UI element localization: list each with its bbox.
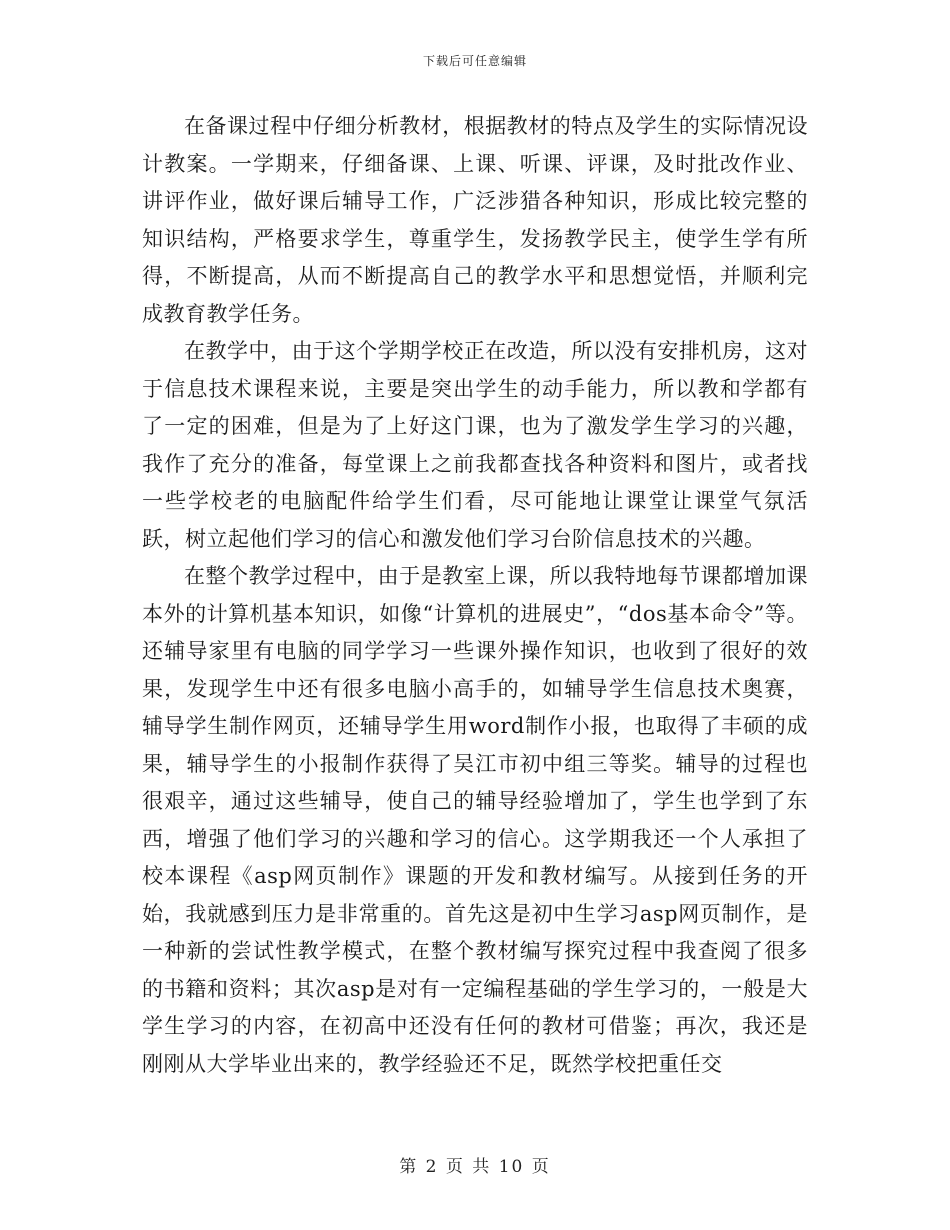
page-number-footer: 第 2 页 共 10 页 xyxy=(399,1157,551,1177)
document-body xyxy=(142,108,808,1083)
paragraph-teaching-conditions: 在教学中，由于这个学期学校正在改造，所以没有安排机房，这对于信息技术课程来说，主要是突出学生的动手能力，所以教和学都有了一定的困难，但是为了上好这门课，也为了激发学生学习的兴趣，我作了充分的准备，每堂课上之前我都查找各种资料和图片，或者找一些学校老的电脑配件给学生们看，尽可能地让课堂让课堂气氛活跃，树立起他们学习的信心和激发他们学习台阶信息技术的兴趣。 xyxy=(142,339,808,551)
paragraph-lesson-prep: 在备课过程中仔细分析教材，根据教材的特点及学生的实际情况设计教案。一学期来，仔细备课、上课、听课、评课，及时批改作业、讲评作业，做好课后辅导工作，广泛涉猎各种知识，形成比较完整的知识结构，严格要求学生，尊重学生，发扬教学民主，使学生学有所得，不断提高，从而不断提高自己的教学水平和思想觉悟，并顺利完成教育教学任务。 xyxy=(142,114,808,326)
paragraph-teaching-process: 在整个教学过程中，由于是教室上课，所以我特地每节课都增加课本外的计算机基本知识，如像“计算机的进展史”，“dos基本命令”等。还辅导家里有电脑的同学学习一些课外操作知识，也收到了很好的效果，发现学生中还有很多电脑小高手的，如辅导学生信息技术奥赛，辅导学生制作网页，还辅导学生用word制作小报，也取得了丰硕的成果，辅导学生的小报制作获得了吴江市初中组三等奖。辅导的过程也很艰辛，通过这些辅导，使自己的辅导经验增加了，学生也学到了东西，增强了他们学习的兴趣和学习的信心。这学期我还一个人承担了校本课程《asp网页制作》课题的开发和教材编写。从接到任务的开始，我就感到压力是非常重的。首先这是初中生学习asp网页制作，是一种新的尝试性教学模式，在整个教材编写探究过程中我查阅了很多的书籍和资料；其次asp是对有一定编程基础的学生学习的，一般是大学生学习的内容，在初高中还没有任何的教材可借鉴；再次，我还是刚刚从大学毕业出来的，教学经验还不足，既然学校把重任交 xyxy=(142,564,808,1076)
page-header: 下载后可任意编辑 xyxy=(422,54,527,68)
